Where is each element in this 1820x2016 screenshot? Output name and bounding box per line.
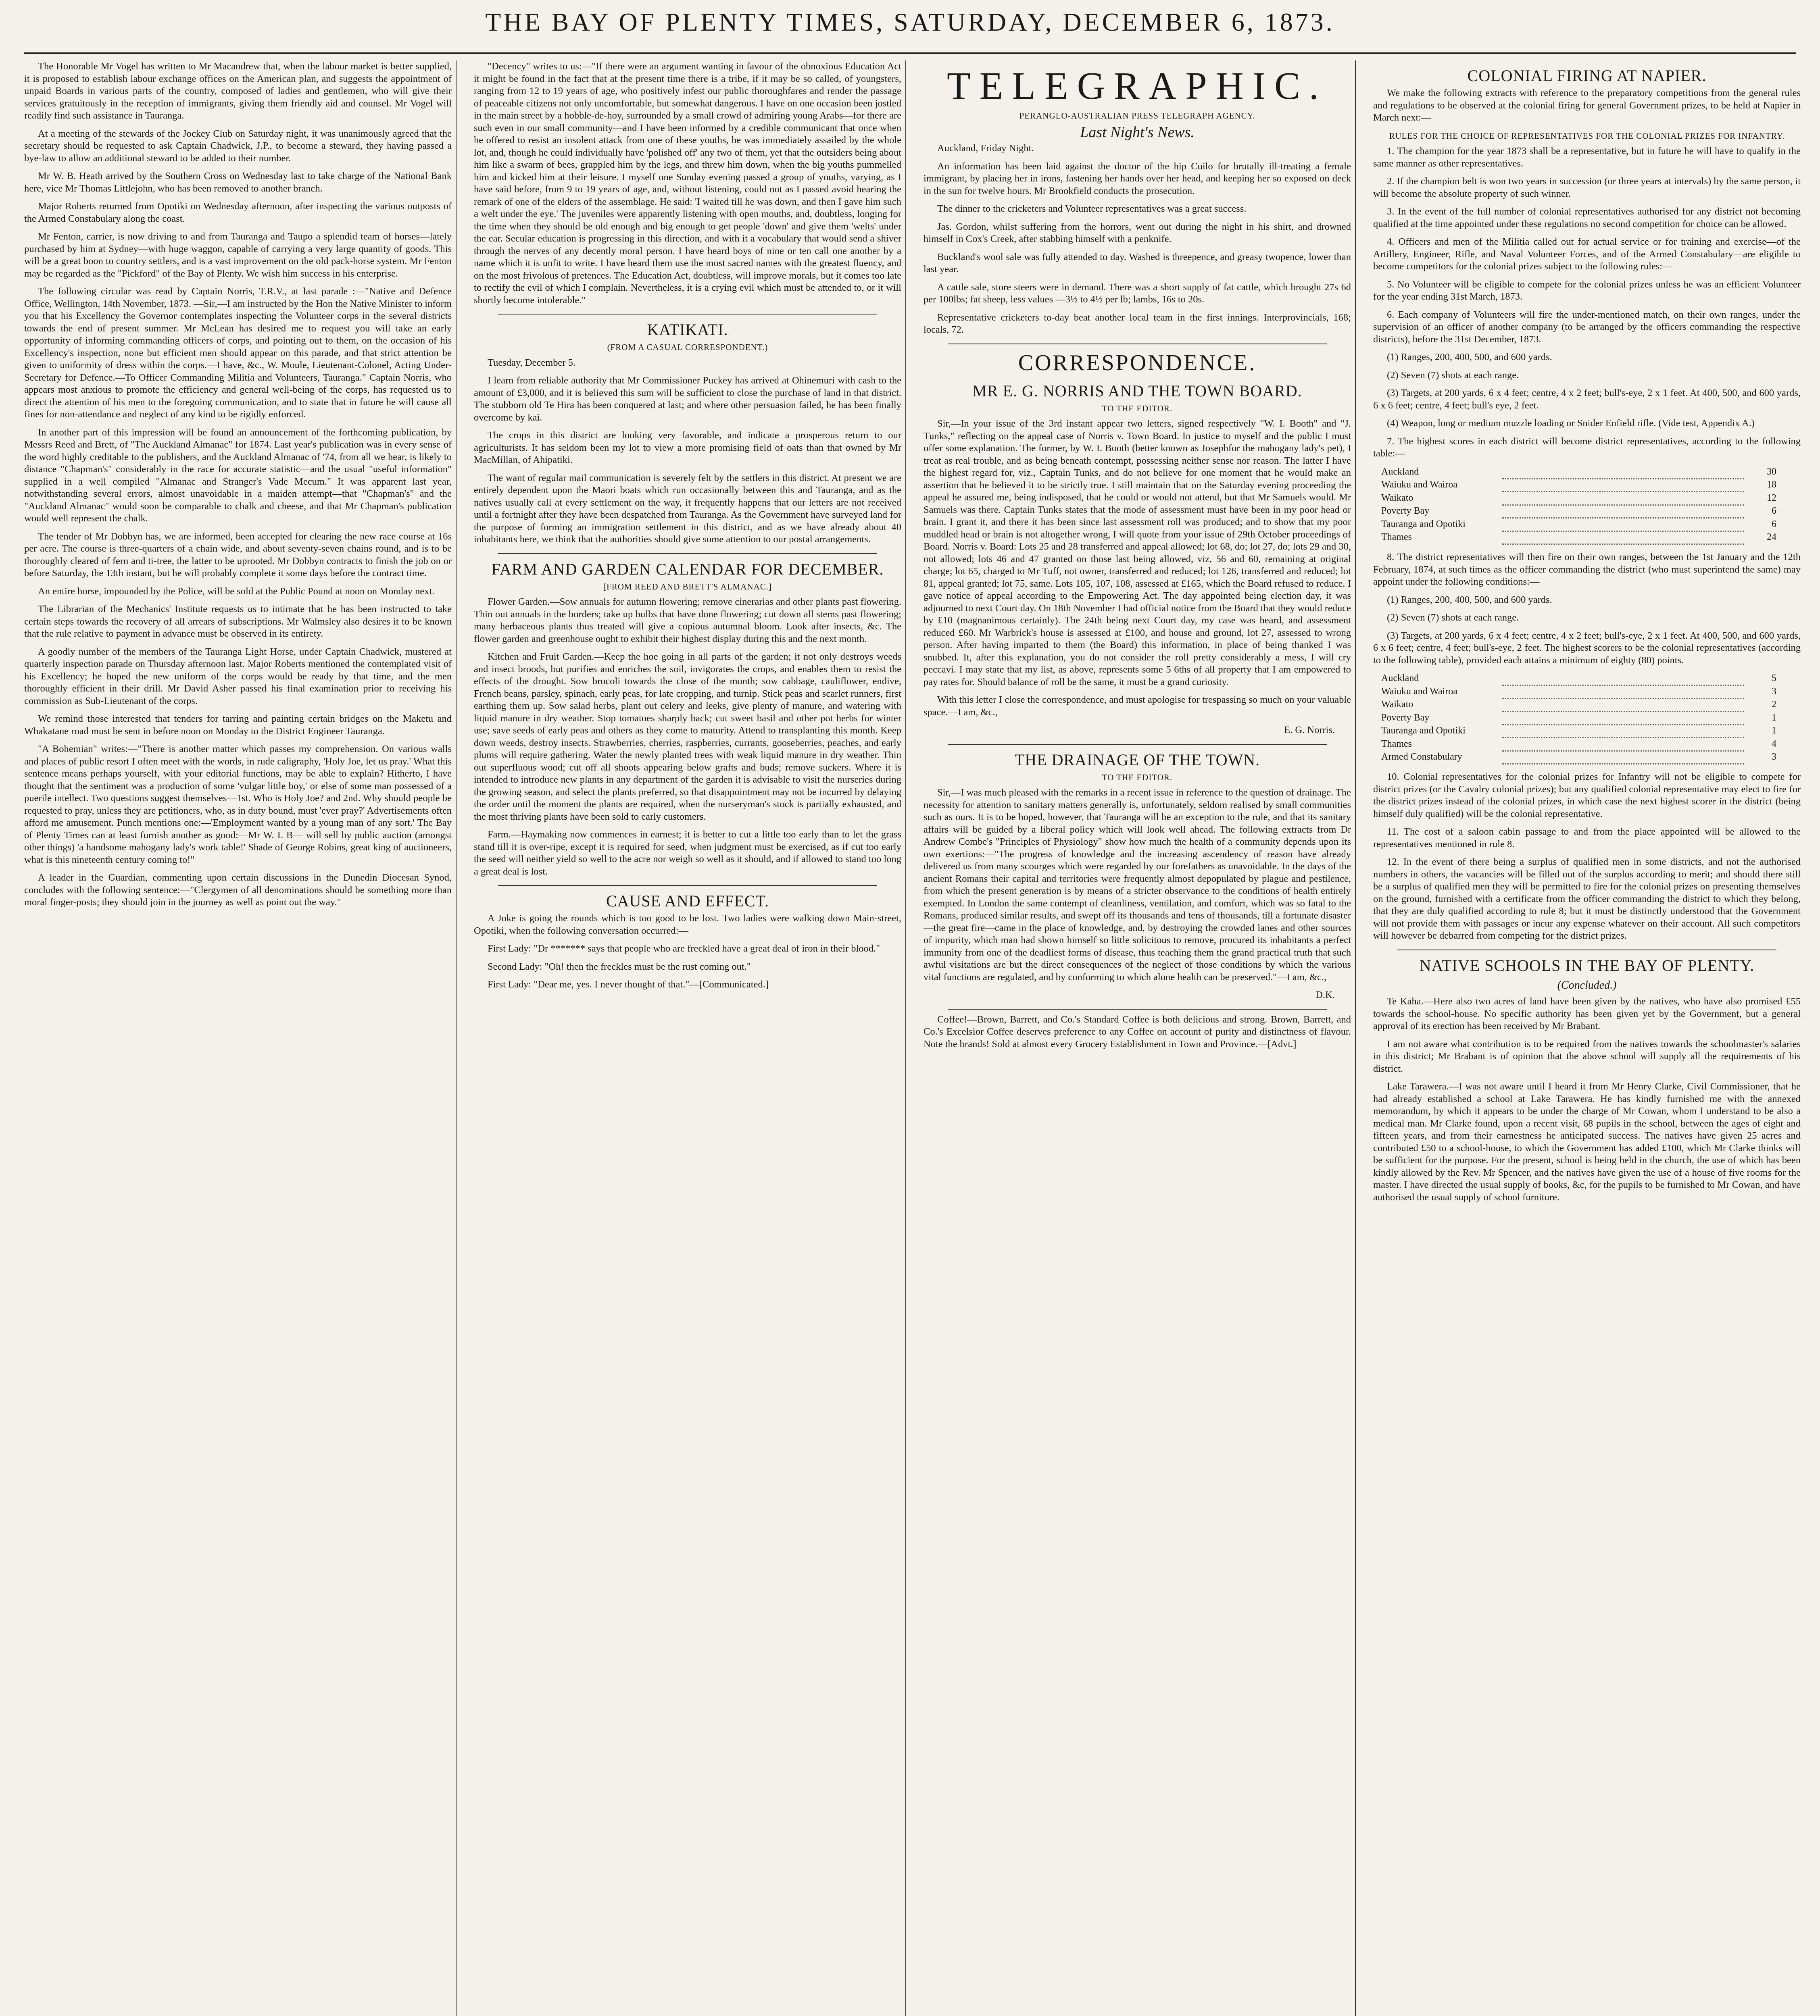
table-row	[1381, 518, 1776, 531]
paragraph: Mr Fenton, carrier, is now driving to and from Tauranga and Taupo a splendid team of horses—lately purchased by him at Sydney—with huge waggon, capable of carrying a very large quantity of goods. This will be a great boon to country settlers, and is a vast improvement on the old pack-horse system. Mr Fenton may be regarded as the "Pickford" of the Bay of Plenty. We wish him success in his enterprise.	[24, 231, 452, 279]
dot-leader	[1502, 712, 1744, 725]
district-name: Waikato	[1381, 492, 1413, 503]
section-divider	[498, 885, 877, 886]
cause-body	[474, 912, 901, 991]
column-rule	[1355, 60, 1356, 2016]
column-3	[924, 60, 1351, 2016]
paragraph: Flower Garden.—Sow annuals for autumn flowering; remove cinerarias and other plants past flowering. Thin out annuals in the borders; take up bulbs that have done flowering; cut down all stems past flowering; many herbaceous plants thus treated will give a copious autumnal bloom. Look after insects, &c. The flower garden and greenhouse ought to exhibit their highest display during this and the next month.	[474, 596, 901, 644]
paragraph: The Librarian of the Mechanics' Institute requests us to intimate that he has been instructed to take certain steps towards the recovery of all arrears of subscriptions. Mr Walmsley also desires it to be known that the rule relative to payment in advance must be observed in its entirety.	[24, 604, 452, 639]
farm-body	[474, 596, 901, 878]
norris-letter-title: MR E. G. NORRIS AND THE TOWN BOARD.	[972, 381, 1302, 400]
schools-concluded: (Concluded.)	[1557, 979, 1617, 991]
table-row	[1381, 672, 1776, 685]
paragraph: Tuesday, December 5.	[488, 357, 575, 368]
last-night-heading: Last Night's News.	[1080, 123, 1195, 141]
telegraphic-title: TELEGRAPHIC.	[947, 64, 1328, 107]
paragraph: A Joke is going the rounds which is too good to be lost. Two ladies were walking down Main-street, Opotiki, when the following conversation occurred:—	[474, 913, 901, 936]
district-count: 4	[1772, 738, 1776, 749]
correspondence-title: CORRESPONDENCE.	[1018, 350, 1257, 375]
paragraph: (2) Seven (7) shots at each range.	[1387, 369, 1519, 381]
district-count: 1	[1772, 712, 1776, 723]
paragraph: 5. No Volunteer will be eligible to compete for the colonial prizes unless he was an efficient Volunteer for the year ending 31st March, 1873.	[1373, 279, 1801, 302]
paragraph: 7. The highest scores in each district will become district representatives, according to the following table:—	[1373, 435, 1801, 459]
district-name: Tauranga and Opotiki	[1381, 725, 1466, 736]
paragraph: The dinner to the cricketers and Volunteer representatives was a great success.	[937, 203, 1247, 214]
paragraph: Te Kaha.—Here also two acres of land have been given by the natives, who have also promised £55 towards the school-house. No specific authority has been given yet by the Government, but a general approval of its erection has been received by Mr Brabant.	[1373, 996, 1801, 1031]
paragraph: 3. In the event of the full number of colonial representatives authorised for any district not becoming qualified at the time appointed under these regulations no second competition for choice can be allowed.	[1373, 206, 1801, 229]
district-count: 1	[1772, 725, 1776, 736]
paragraph: Kitchen and Fruit Garden.—Keep the hoe going in all parts of the garden; it not only destroys weeds and insect broods, but purifies and enriches the soil, invigorates the crops, and enables them to resist the effects of the drought. Sow brocoli towards the close of the month; sow cabbage, cauliflower, endive, French beans, parsley, spinach, early peas, for late cropping, and turnip. Stick peas and scarlet runners, first earthing them up. Sow salad herbs, plant out celery and leeks, give plenty of manure, and watering with liquid manure in dry weather. Stop tomatoes sharply back; cut sweet basil and other pot herbs for winter use; save seeds of early peas and others as they come to maturity. Attend to transplanting this month. Keep down weeds, destroy insects. Strawberries, cherries, raspberries, currants, gooseberries, peaches, and early plums will require gathering. Water the newly planted trees with weak liquid manure in dry weather. Thin out superfluous wood; cut off all shoots appearing below grafts and buds; remove suckers. Where it is intended to introduce new plants in any department of the garden it is advisable to visit the nurseries during the growing season, and select the plants preferred, so that disappointment may not be incurred by delaying the order until the moment the plants are required, when the nurseryman's stock is partially exhausted, and the most thriving plants have been sold to early customers.	[474, 651, 901, 822]
paragraph: 8. The district representatives will then fire on their own ranges, between the 1st January and the 12th February, 1874, at such times as the officer commanding the district (who must superintend the same) may appoint under the following conditions:—	[1373, 552, 1801, 587]
katikati-subtitle: (FROM A CASUAL CORRESPONDENT.)	[607, 342, 768, 352]
district-name: Waiuku and Wairoa	[1381, 479, 1457, 490]
drainage-signature: D.K.	[1315, 989, 1335, 1000]
district-name: Waikato	[1381, 699, 1413, 710]
paragraph: Buckland's wool sale was fully attended to day. Washed is threepence, and greasy twopence, lower than last year.	[924, 251, 1351, 275]
paragraph: Second Lady: "Oh! then the freckles must be the rust coming out."	[488, 961, 751, 972]
coffee-advert: Coffee!—Brown, Barrett, and Co.'s Standard Coffee is both delicious and strong. Brown, Barrett, and Co.'s Excelsior Coffee deserves preference to any Coffee on account of purity and distinctness of flavour. Note the brands! Sold at almost every Grocery Establishment in Town and Province.—[Advt.]	[924, 1014, 1351, 1050]
paragraph: The Honorable Mr Vogel has written to Mr Macandrew that, when the labour market is better supplied, it is proposed to establish labour exchange offices on the American plan, and suggests the appointment of unpaid Boards in various parts of the country, composed of ladies and gentlemen, who will give their services gratuitously in the reception of immigrants, giving them friendly aid and counsel. Mr Vogel will readily find such assistance in Tauranga.	[24, 61, 452, 121]
table-row	[1381, 685, 1776, 699]
paragraph: A goodly number of the members of the Tauranga Light Horse, under Captain Chadwick, mustered at quarterly inspection parade on Thursday afternoon last. Major Roberts mentioned the contemplated visit of his Excellency; he hoped the new uniform of the corps would be ready by that time, and the men thoroughly efficient in their drill. Mr David Asher passed his final examination prior to receiving his commission as Sub-Lieutenant of the corps.	[24, 646, 452, 706]
telegraph-news	[924, 142, 1351, 336]
district-name: Poverty Bay	[1381, 712, 1430, 723]
agency-line: PERANGLO-AUSTRALIAN PRESS TELEGRAPH AGENCY.	[1019, 111, 1255, 121]
district-count: 18	[1767, 479, 1776, 490]
district-name: Thames	[1381, 532, 1412, 542]
schools-title: NATIVE SCHOOLS IN THE BAY OF PLENTY.	[1419, 956, 1755, 975]
column-2	[474, 60, 901, 2016]
table-row	[1381, 712, 1776, 725]
drainage-letter-body	[924, 787, 1351, 983]
drainage-letter-to: TO THE EDITOR.	[1102, 772, 1173, 782]
table-row	[1381, 751, 1776, 764]
district-name: Armed Constabulary	[1381, 752, 1462, 762]
table-row	[1381, 479, 1776, 492]
paragraph: (4) Weapon, long or medium muzzle loading or Snider Enfield rifle. (Vide test, Appendix A.)	[1387, 418, 1755, 429]
dot-leader	[1502, 492, 1744, 505]
paragraph: "Decency" writes to us:—"If there were an argument wanting in favour of the obnoxious Education Act it might be found in the fact that at the present time there is a tribe, if it may be so called, of youngsters, ranging from 12 to 19 years of age, who positively infest our public thoroughfares and render the passage of peaceable citizens not only uncomfortable, but somewhat dangerous. I have on one occasion been jostled in the main street by a hobble-de-hoy, surrounded by a small crowd of admiring young Arabs—for there are such even in our small community—and I have been informed by a credible communicant that once when he offered to resist an insolent attack from one of these youths, he was immediately assailed by the whole lot, and, though he could individually have 'polished off' any two of them, yet that the outsiders being about him like a swarm of bees, grappled him by the legs, and threw him down, when the big youths pummelled him and kicked him at their leisure. I myself one Sunday evening passed a group of youths, varying, as I have said before, from 9 to 19 years of age, and, without listening, could not as I passed avoid hearing the remark of one of the elders of the assemblage. He said: 'I waited till he was down, and then I gave him such a welt under the eye.' The juveniles were apparently listening with open mouths, and, doubtless, longing for the time when they should be old enough and big enough to get people 'down' and give them 'welts' under the ear. Secular education is progressing in this direction, and with it a vocabulary that would send a shiver through the nerves of any decently moral person. I have heard boys of nine or ten call one another by a name which it is unfit to write. I have heard them use the most sacred names with the greatest fluency, and on the most frivolous of pretences. The Education Act, doubtless, will improve morals, but it comes too late to rectify the evil of which I complain. Nevertheless, it is a crying evil which must be attended to, or it will shortly become intolerable."	[474, 61, 901, 306]
district-count: 24	[1767, 532, 1776, 542]
dot-leader	[1502, 685, 1744, 699]
section-divider	[948, 1009, 1327, 1010]
table-row	[1381, 738, 1776, 751]
table-row	[1381, 698, 1776, 712]
district-count: 2	[1772, 699, 1776, 710]
district-name: Tauranga and Opotiki	[1381, 519, 1466, 529]
district-count: 3	[1772, 686, 1776, 697]
cause-title: CAUSE AND EFFECT.	[606, 892, 769, 910]
paragraph: I am not aware what contribution is to be required from the natives towards the schoolmaster's salaries in this district; Mr Brabant is of opinion that the above school will supply all the requirements of his district.	[1373, 1038, 1801, 1074]
dot-leader	[1502, 751, 1744, 764]
paragraph: The crops in this district are looking very favorable, and indicate a prosperous return to our agriculturists. It has seldom been my lot to view a more promising field of oats than that owned by Mr MacMillan, of Ahipatiki.	[474, 430, 901, 465]
district-count: 12	[1767, 492, 1776, 503]
district-count: 5	[1772, 673, 1776, 683]
paragraph: A leader in the Guardian, commenting upon certain discussions in the Dunedin Diocesan Synod, concludes with the following sentence:—"Clergymen of all denominations should be something more than moral finger-posts; they should join in the journey as well as point out the way."	[24, 872, 452, 908]
paragraph: 12. In the event of there being a surplus of qualified men in some districts, and not the authorised numbers in others, the vacancies will be filled out of the surplus according to merit; and should there still be a surplus of qualified men they will be permitted to fire for the colonial prizes on presenting themselves on the ground, furnished with a certificate from the officer commanding the district to which they belong, that they are duly qualified according to rule 8; but it must be distinctly understood that the Government will not provide them with passages or incur any expense whatever on their account. All such competitors will however be debarred from competing for the district prizes.	[1373, 856, 1801, 941]
table-row	[1381, 725, 1776, 738]
norris-letter-body	[924, 418, 1351, 719]
rules-part-c	[1373, 771, 1801, 942]
column-rule	[905, 60, 906, 2016]
paragraph: Jas. Gordon, whilst suffering from the horrors, went out during the night in his shirt, and drowned himself in Cox's Creek, after stabbing himself with a penknife.	[924, 221, 1351, 244]
farm-subtitle: [FROM REED AND BRETT'S ALMANAC.]	[603, 581, 772, 591]
paragraph: (1) Ranges, 200, 400, 500, and 600 yards.	[1387, 352, 1552, 362]
paragraph: I learn from reliable authority that Mr Commissioner Puckey has arrived at Ohinemuri with cash to the amount of £3,000, and it is believed this sum will be sufficient to close the purchase of land in that district. The stubborn old Te Hira has been conquered at last; and where other persuasion failed, he has been finally overcome by kai.	[474, 375, 901, 423]
norris-letter-to: TO THE EDITOR.	[1102, 403, 1173, 413]
rules-title: RULES FOR THE CHOICE OF REPRESENTATIVES FOR THE COLONIAL PRIZES FOR INFANTRY.	[1389, 131, 1785, 141]
paragraph: Sir,—I was much pleased with the remarks in a recent issue in reference to the question of drainage. The necessity for attention to sanitary matters generally is, unfortunately, seldom realised by small communities such as ours. It is to be hoped, however, that Tauranga will be an exception to the rule, and that its sanitary affairs will be guided by a liberal policy which will look well ahead. The following extracts from Dr Andrew Combe's "Principles of Physiology" show how much the health of a community depends upon its own exertions:—"The progress of knowledge and the increasing ascendency of reason have already delivered us from many scourges which were regarded by our forefathers as unavoidable. In the days of the ancient Romans their capital and territories were frequently almost depopulated by plague and pestilence, from which the present generation is by means of a stricter observance to the conditions of health entirely exempted. In London the same contempt of cleanliness, ventilation, and comfort, which was so fatal to the Romans, produced similar results, and swept off its thousands and tens of thousands, till a fortunate disaster—the great fire—came in the place of knowledge, and, by destroying the crowded lanes and other sources of impurity, which man had shown himself so little solicitous to remove, procured its inhabitants a perfect immunity from one of the deadliest forms of disease, thus teaching them the grand practical truth that such awful visitations are but the direct consequences of the neglect of those conditions by which the various vital functions are regulated, and by conforming to which alone health can be preserved."—I am, &c.,	[924, 787, 1351, 983]
paragraph: 6. Each company of Volunteers will fire the under-mentioned match, on their own ranges, under the supervision of an officer of another company (to be arranged by the officers commanding the respective districts), before the 31st December, 1873.	[1373, 309, 1801, 345]
district-name: Auckland	[1381, 466, 1419, 477]
dot-leader	[1502, 518, 1744, 531]
paragraph: At a meeting of the stewards of the Jockey Club on Saturday night, it was unanimously agreed that the secretary should be requested to ask Captain Chadwick, J.P., to become a steward, they having passed a bye-law to allow an additional steward to be added to their number.	[24, 128, 452, 164]
katikati-body	[474, 357, 901, 546]
paragraph: 1. The champion for the year 1873 shall be a representative, but in future he will have to qualify in the same manner as other representatives.	[1373, 146, 1801, 169]
paragraph: Mr W. B. Heath arrived by the Southern Cross on Wednesday last to take charge of the National Bank here, vice Mr Thomas Littlejohn, who has been removed to another branch.	[24, 171, 452, 194]
paragraph: We remind those interested that tenders for tarring and painting certain bridges on the Maketu and Whakatane road must be sent in before noon on Monday to the District Engineer Tauranga.	[24, 713, 452, 737]
column-4	[1373, 60, 1801, 2016]
section-divider	[948, 744, 1327, 745]
district-count: 30	[1767, 466, 1776, 477]
table-row	[1381, 531, 1776, 544]
dot-leader	[1502, 725, 1744, 738]
paragraph: An information has been laid against the doctor of the hip Cuilo for brutally ill-treating a female immigrant, by placing her in irons, fastening her hands over her head, and keeping her so exposed on deck in the sun for twelve hours. Mr Brookfield conducts the prosecution.	[924, 160, 1351, 196]
farm-title: FARM AND GARDEN CALENDAR FOR DECEMBER.	[491, 560, 884, 578]
paragraph: 10. Colonial representatives for the colonial prizes for Infantry will not be eligible to compete for district prizes (or the Cavalry colonial prizes); but any qualified colonial representative may elect to fire for the district prizes instead of the colonial prizes, in which case the next highest scorer in the district (being himself duly qualified) will be the colonial representative.	[1373, 771, 1801, 819]
firing-intro: We make the following extracts with reference to the preparatory competitions from the general rules and regulations to be observed at the colonial firing for general Government prizes, to be held at Napier in March next:—	[1373, 87, 1801, 123]
rules-part-a	[1373, 145, 1801, 460]
paragraph: Major Roberts returned from Opotiki on Wednesday afternoon, after inspecting the various outposts of the Armed Constabulary along the coast.	[24, 201, 452, 224]
table-row	[1381, 505, 1776, 518]
dot-leader	[1502, 738, 1744, 751]
decency-letter	[474, 60, 901, 306]
firing-title: COLONIAL FIRING AT NAPIER.	[1467, 67, 1707, 85]
paragraph: The following circular was read by Captain Norris, T.R.V., at last parade :—"Native and Defence Office, Wellington, 14th November, 1873. —Sir,—I am instructed by the Hon the Native Minister to inform you that his Excellency the Governor contemplates inspecting the Volunteer corps in the several districts towards the end of present summer. Mr McLean has desired me to request you will take an early opportunity of informing commanding officers of corps, and pointing out to them, on the occasion of his Excellency's inspection, none but efficient men should appear on this parade, and that strict attention be given to uniformity of dress within the corps.—I have, &c., W. Moule, Lieutenant-Colonel, Acting Under-Secretary for Defence.—To Officer Commanding Militia and Volunteers, Tauranga." Captain Norris, who appears most anxious to promote the efficiency and general well-being of the corps, has requested us to direct the attention of his men to the foregoing communication, and to state that in future he will cause all fines for non-attendance and neglect of any kind to be rigidly enforced.	[24, 286, 452, 420]
paragraph: (3) Targets, at 200 yards, 6 x 4 feet; centre, 4 x 2 feet; bull's-eye, 2 x 1 feet. At 400, 500, and 600 yards, 6 x 6 feet; centre, 4 feet; bull's-eye, 2 feet. The highest scorers to be the colonial representatives (according to the following table), provided each attains a minimum of eighty (80) points.	[1373, 630, 1801, 666]
dot-leader	[1502, 479, 1744, 492]
katikati-title: KATIKATI.	[647, 321, 728, 339]
norris-signature: E. G. Norris.	[1284, 725, 1335, 735]
district-name: Auckland	[1381, 673, 1419, 683]
dot-leader	[1502, 531, 1744, 544]
paragraph: 4. Officers and men of the Militia called out for actual service or for training and exercise—of the Artillery, Engineer, Rifle, and Naval Volunteer Forces, and of the Armed Constabulary—are eligible to become competitors for the colonial prizes subject to the following rules:—	[1373, 236, 1801, 272]
paragraph: First Lady: "Dr ******* says that people who are freckled have a great deal of iron in their blood."	[488, 943, 880, 954]
paragraph: An entire horse, impounded by the Police, will be sold at the Public Pound at noon on Monday next.	[38, 585, 435, 597]
drainage-letter-title: THE DRAINAGE OF THE TOWN.	[1014, 750, 1260, 769]
paragraph: The tender of Mr Dobbyn has, we are informed, been accepted for clearing the new race course at 16s per acre. The course is three-quarters of a chain wide, and about seventy-seven chains round, and is to be thoroughly cleared of fern and ti-tree, the latter to be uprooted. Mr Dobbyn contracts to finish the job on or before Saturday, the 13th instant, but he will probably complete it some days before the contract time.	[24, 531, 452, 579]
paragraph: (1) Ranges, 200, 400, 500, and 600 yards.	[1387, 594, 1552, 605]
district-name: Waiuku and Wairoa	[1381, 686, 1457, 697]
paragraph: The want of regular mail communication is severely felt by the settlers in this district. At present we are entirely dependent upon the Maori boats which run occasionally between this and Tauranga, and as the natives usually call at every settlement on the way, it frequently happens that our letters are not received until a fortnight after they have been despatched from Tauranga. As the Government have surveyed land for the purpose of forming an immigration settlement in this district, and as we have already about 40 inhabitants here, we think that the authorities should give some attention to our postal arrangements.	[474, 472, 901, 545]
column-1-paragraphs	[24, 60, 452, 909]
district-table-2	[1381, 672, 1776, 764]
masthead: THE BAY OF PLENTY TIMES, SATURDAY, DECEMBER 6, 1873.	[485, 8, 1335, 36]
masthead-rule	[24, 52, 1796, 54]
district-table-1	[1381, 466, 1776, 545]
column-1	[24, 60, 452, 2016]
paragraph: Lake Tarawera.—I was not aware until I heard it from Mr Henry Clarke, Civil Commissioner, that he had already established a school at Lake Tarawera. He has kindly furnished me with the annexed memorandum, by which it appears to be under the charge of Mr Cowan, whom I understand to be also a medical man. Mr Clarke found, upon a recent visit, 68 pupils in the school, between the ages of eight and fifteen years, and from their earnestness he anticipated success. The natives have given 25 acres and contributed £50 to a school-house, to which the Government has added £100, which Mr Clarke thinks will be sufficient for the purpose. For the present, school is being held in the church, the use of which has been kindly allowed by the Rev. Mr Spencer, and the natives have given the use of a house of five rooms for the master. I have directed the usual supply of books, &c, for the pupils to be furnished to Mr Cowan, and have authorised the usual supply of school furniture.	[1373, 1081, 1801, 1203]
schools-body	[1373, 996, 1801, 1204]
dot-leader	[1502, 466, 1744, 479]
section-divider	[498, 553, 877, 554]
table-row	[1381, 492, 1776, 505]
table-row	[1381, 466, 1776, 479]
district-name: Thames	[1381, 738, 1412, 749]
dot-leader	[1502, 672, 1744, 685]
district-count: 6	[1772, 506, 1776, 516]
district-count: 3	[1772, 752, 1776, 762]
paragraph: "A Bohemian" writes:—"There is another matter which passes my comprehension. On various walls and places of public resort I often meet with the words, in rude caligraphy, 'Holy Joe, let us pray.' What this sentence means perhaps yourself, with your editorial functions, may be able to explain? Hitherto, I have thought that the sentiment was a production of some 'vulgar little boy,' or else of some man possessed of a puerile intellect. Two questions suggest themselves—1st. Who is Holy Joe? and 2nd. Why should people be requested to pray, unless they are petitioners, who, as in duty bound, must 'ever pray?' Advertisements often afford me amusement. Punch mentions one:—'Employment wanted by a young man of any sort.' The Bay of Plenty Times can at least furnish another as good:—Mr W. I. B— will sell by public auction (amongst other things) 'a handsome mahogany lady's work table!' Shade of George Robins, great king of auctioneers, what is this nineteenth century coming to!"	[24, 744, 452, 865]
paragraph: 11. The cost of a saloon cabin passage to and from the place appointed will be allowed to the representatives mentioned in rule 8.	[1373, 826, 1801, 850]
paragraph: A cattle sale, store steers were in demand. There was a short supply of fat cattle, which brought 27s 6d per 100lbs; fat sheep, less values —3½ to 4½ per lb; lambs, 16s to 20s.	[924, 281, 1351, 305]
paragraph: With this letter I close the correspondence, and must apologise for trespassing so much on your valuable space.—I am, &c.,	[924, 694, 1351, 718]
dot-leader	[1502, 505, 1744, 518]
paragraph: (2) Seven (7) shots at each range.	[1387, 612, 1519, 623]
paragraph: Farm.—Haymaking now commences in earnest; it is better to cut a little too early than to let the grass stand till it is over-ripe, except it is required for seed, when judgment must be exercised, as if cut too early the seed will neither yield so well to the acre nor weigh so well as it should, and if allowed to stand too long a great deal is lost.	[474, 829, 901, 877]
rules-part-b	[1373, 551, 1801, 666]
paragraph: Auckland, Friday Night.	[937, 143, 1034, 154]
column-rule	[456, 60, 457, 2016]
district-name: Poverty Bay	[1381, 506, 1430, 516]
paragraph: (3) Targets, at 200 yards, 6 x 4 feet; centre, 4 x 2 feet; bull's-eye, 2 x 1 feet. At 400, 500, and 600 yards, 6 x 6 feet; centre, 4 feet; bull's eye, 2 feet.	[1373, 387, 1801, 411]
dot-leader	[1502, 698, 1744, 712]
paragraph: First Lady: "Dear me, yes. I never thought of that."—[Communicated.]	[488, 979, 769, 990]
paragraph: In another part of this impression will be found an announcement of the forthcoming publication, by Messrs Reed and Brett, of "The Auckland Almanac" for 1874. Last year's publication was in every sense of the word highly creditable to the publishers, and the Auckland Almanac of '74, from all we hear, is likely to distance "Chapman's" considerably in the race for accurate statistic—and the usual "useful information" supplied in a well compiled "Almanac and Stranger's Vade Mecum." It was apparent last year, notwithstanding several errors, almost unavoidable in a maiden attempt—that "Chapman's" and the "Auckland Almanac" would soon be comparable to chalk and cheese, and that Mr Chapman's publication would well represent the chalk.	[24, 427, 452, 524]
paragraph: Representative cricketers to-day beat another local team in the first innings. Interprovincials, 168; locals, 72.	[924, 312, 1351, 335]
paragraph: Sir,—In your issue of the 3rd instant appear two letters, signed respectively "W. I. Booth" and "J. Tunks," reflecting on the appeal case of Norris v. Town Board. In justice to myself and the public I must offer some explanation. The former, by W. I. Booth (better known as Josephfor the mahogany lady's pet), I treat as real trouble, and as being beneath contempt, possessing neither sense nor reason. The latter I have the highest regard for, viz., Captain Tunks, and do not believe for one moment that he would make an assertion that he believed it to be strictly true. I still maintain that on the Saturday evening proceeding the appeal he assured me, being indisposed, that he could or would not attend, but that Mr Samuels would. Mr Samuels was there. Captain Tunks states that the mode of assessment must have been in my poor head or brain. I grant it, and there it has been since last assessment roll was produced; and to show that my poor muddled head or brain is not altogether wrong, I will quote from your issue of 29th October proceedings of Board. Norris v. Board: Lots 25 and 28 transferred and appeal allowed; lot 68, do; lot 27, do; lots 29 and 30, not allowed; lots 46 and 47 granted on those last being allowed, viz, 56 and 60, remaining at original charge; lot 65, charged to Mr Tuff, not owner, transferred and reduced; lot 126, transferred and reduced; lot 81, appeal granted; lot 75, same. Lots 105, 107, 108, assessed at £165, which the Board refused to reduce. I gave notice of appeal according to the Empowering Act. The day appointed being election day, it was adjourned to next Court day. On 18th November I had official notice from the Board that they would reduce by £10 (magnanimous certainly). The 24th being next Court day, my case was heard, and assessment reduced £60. Mr Warbrick's house is assessed at £100, and house and ground, lot 27, assessed to wrong person. After having imparted to them (the Board) this information, in place of being thanked I was snubbed. It, after this explanation, you do not consider the roll pretty considerably a mess, I will cry peccavi. I may state that my list, as above, represents some 5 6ths of all property that I am empowered to pay rates for. Should balance of roll be the same, it must be a grand curiosity.	[924, 418, 1351, 687]
paragraph: 2. If the champion belt is won two years in succession (or three years at intervals) by the same person, it will become the absolute property of such winner.	[1373, 176, 1801, 199]
district-count: 6	[1772, 519, 1776, 529]
